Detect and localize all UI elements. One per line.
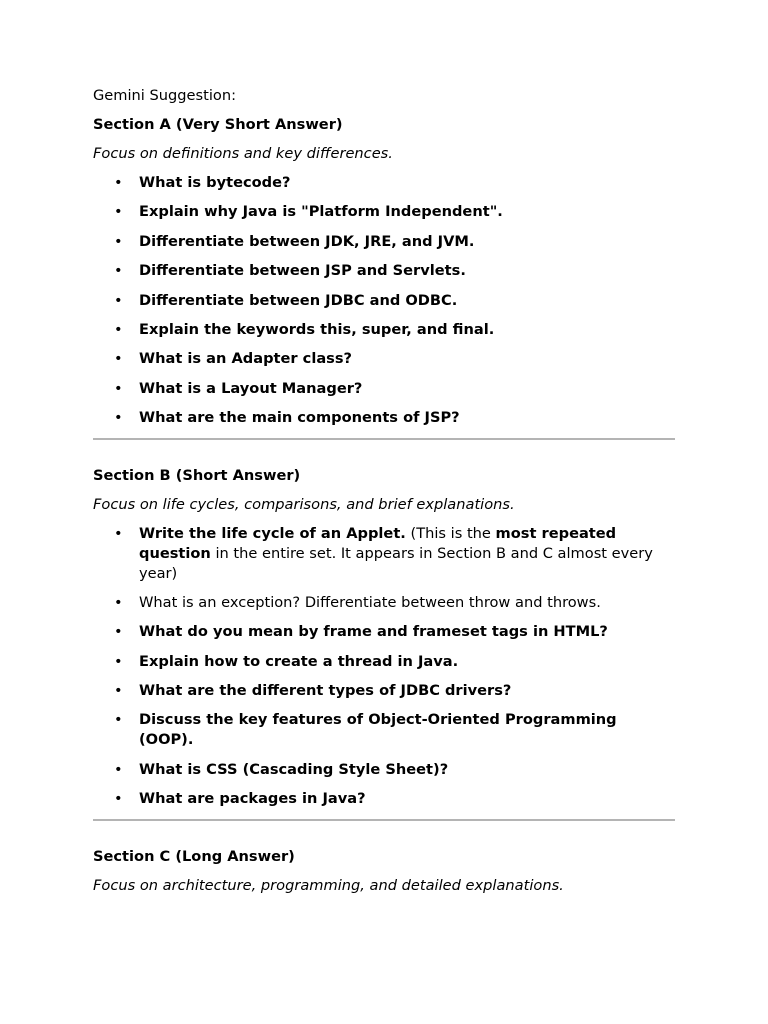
bullet-icon: • [114, 623, 123, 641]
section-b-focus: Focus on life cycles, comparisons, and brief explanations. [93, 495, 515, 513]
bullet-icon: • [114, 682, 123, 700]
question-text: What do you mean by frame and frameset tags in HTML? [139, 623, 608, 641]
bullet-icon: • [114, 262, 123, 280]
bullet-icon: • [114, 760, 123, 778]
document-content [93, 86, 675, 905]
question-text: Discuss the key features of Object-Oriented Programming (OOP). [139, 711, 617, 749]
list-item [93, 408, 675, 428]
question-text: Differentiate between JDBC and ODBC. [139, 291, 458, 309]
list-item [93, 622, 675, 642]
bullet-icon: • [114, 593, 123, 611]
list-item [93, 173, 675, 193]
bullet-icon: • [114, 790, 123, 808]
list-item [93, 593, 675, 613]
bullet-icon: • [114, 379, 123, 397]
question-note-bold: most repeated question [139, 524, 617, 562]
section-a-title: Section A (Very Short Answer) [93, 116, 343, 133]
question-note: (This is the [405, 524, 496, 542]
list-item [93, 379, 675, 399]
section-b-title: Section B (Short Answer) [93, 466, 301, 484]
section-c-focus: Focus on architecture, programming, and detailed explanations. [93, 876, 564, 894]
list-item [93, 202, 675, 222]
section-c-title: Section C (Long Answer) [93, 847, 295, 865]
list-item [93, 320, 675, 340]
question-text: Differentiate between JSP and Servlets. [139, 262, 466, 280]
question-text: What are the different types of JDBC drivers? [139, 682, 512, 700]
question-text: What is an Adapter class? [139, 350, 353, 368]
bullet-icon: • [114, 174, 123, 191]
list-item [93, 291, 675, 311]
bullet-icon: • [114, 350, 123, 368]
bullet-icon: • [114, 409, 123, 427]
question-text: What is CSS (Cascading Style Sheet)? [139, 760, 449, 778]
question-text: Explain the keywords this, super, and final. [139, 320, 495, 338]
bullet-icon: • [114, 524, 123, 542]
question-text: Differentiate between JDK, JRE, and JVM. [139, 232, 475, 250]
section-divider [93, 819, 675, 821]
bullet-icon: • [114, 232, 123, 250]
list-item [93, 652, 675, 672]
bullet-icon: • [114, 652, 123, 670]
list-item [93, 524, 675, 584]
list-item [93, 760, 675, 780]
intro-text: Gemini Suggestion: [93, 87, 236, 104]
list-item [93, 681, 675, 701]
question-text-bold: Write the life cycle of an Applet. [139, 524, 406, 542]
list-item [93, 789, 675, 809]
list-item [93, 261, 675, 281]
question-text: What is a Layout Manager? [139, 379, 363, 397]
list-item [93, 232, 675, 252]
question-note: in the entire set. It appears in Section B and C almost every year) [139, 544, 653, 582]
list-item [93, 349, 675, 369]
bullet-icon: • [114, 320, 123, 338]
section-a-focus: Focus on definitions and key differences. [93, 145, 393, 162]
question-text: Explain how to create a thread in Java. [139, 652, 459, 670]
section-a-list [93, 173, 675, 428]
bullet-icon: • [114, 711, 123, 729]
question-text: Explain why Java is "Platform Independent". [139, 203, 503, 221]
question-text: What is an exception? Differentiate between throw and throws. [139, 593, 601, 611]
list-item [93, 710, 675, 750]
question-text: What are the main components of JSP? [139, 409, 460, 427]
section-b-list [93, 524, 675, 810]
section-divider [93, 438, 675, 440]
bullet-icon: • [114, 291, 123, 309]
question-text: What are packages in Java? [139, 790, 366, 808]
question-text: What is bytecode? [139, 174, 291, 191]
bullet-icon: • [114, 203, 123, 221]
